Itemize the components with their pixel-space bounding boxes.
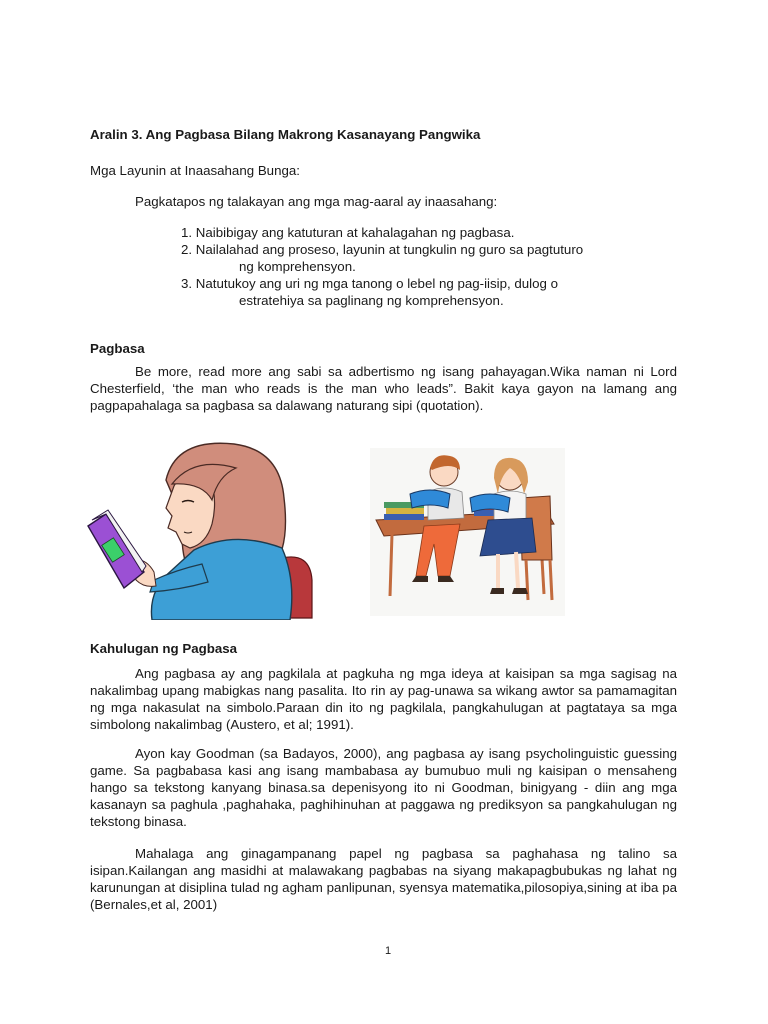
lesson-title: Aralin 3. Ang Pagbasa Bilang Makrong Kasanayang Pangwika	[90, 127, 481, 142]
students-reading-illustration	[370, 448, 565, 616]
page-number: 1	[384, 945, 392, 957]
objectives-heading: Mga Layunin at Inaasahang Bunga:	[90, 163, 300, 178]
pagbasa-paragraph: Be more, read more ang sabi sa adbertismo ng isang pahayagan.Wika naman ni Lord Chesterfield, ‘the man who reads is the man who leads”. Bakit kaya gayon na lamang ang pagpapahalaga sa pagbasa sa dalawang naturang sipi (quotation).	[90, 364, 677, 413]
kahulugan-paragraph-1: Ang pagbasa ay ang pagkilala at pagkuha ng mga ideya at kaisipan sa mga sagisag na nakalimbag upang mabigkas nang pasalita. Ito rin ay pag-unawa sa wikang awtor sa pamamagitan ng mga nakasulat na simbolo.Paraan din ito ng pagkilala, pangkahulugan at pagtataya sa mga simbolong nakalimbag (Austero, et al; 1991).	[90, 666, 677, 732]
kahulugan-paragraph-2: Ayon kay Goodman (sa Badayos, 2000), ang pagbasa ay isang psycholinguistic guessing game. Sa pagbabasa kasi ang isang mambabasa ay bumubuo muli ng kaisipan o mensaheng hango sa tekstong kanyang binasa.sa depenisyong ito ni Goodman, binigyang - diin ang mga kasanayn sa paghula ,paghahaka, paghihinuhan at paggawa ng prediksyon sa pangkahulugan ng tekstong binasa.	[90, 746, 677, 829]
objectives-list	[181, 224, 681, 309]
pagbasa-heading: Pagbasa	[90, 341, 145, 356]
objectives-intro: Pagkatapos ng talakayan ang mga mag-aaral ay inaasahang:	[135, 194, 498, 209]
kahulugan-paragraph-3: Mahalaga ang ginagampanang papel ng pagbasa sa paghahasa ng talino sa isipan.Kailangan ang masidhi at malawakang pagbabas na siyang makapagbubukas ng lahat ng karunungan at disiplina tulad ng agham panlipunan, syensya matematika,pilosopiya,sining at iba pa (Bernales,et al, 2001)	[90, 846, 677, 912]
objective-item: 3. Natutukoy ang uri ng mga tanong o lebel ng pag-iisip, dulog o estratehiya sa paglinang ng komprehensyon.	[181, 276, 559, 308]
woman-reading-illustration	[84, 440, 324, 620]
objective-item: 2. Nailalahad ang proseso, layunin at tungkulin ng guro sa pagtuturo ng komprehensyon.	[181, 242, 584, 274]
kahulugan-heading: Kahulugan ng Pagbasa	[90, 641, 238, 656]
objective-item: 1. Naibibigay ang katuturan at kahalagahan ng pagbasa.	[181, 225, 515, 240]
